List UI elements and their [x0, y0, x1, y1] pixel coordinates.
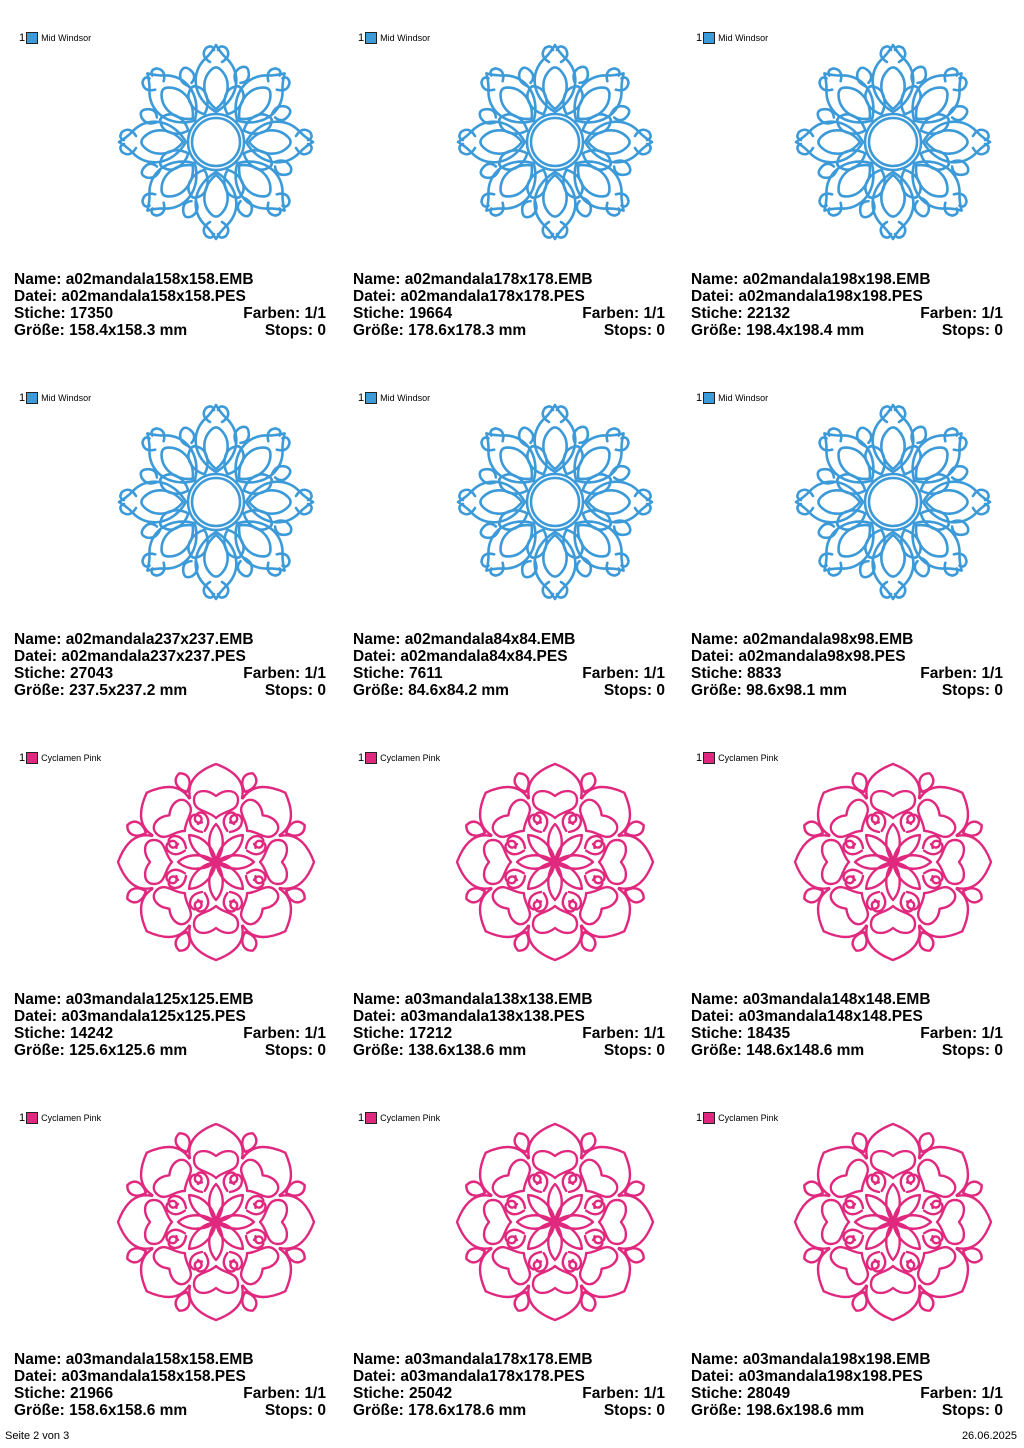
design-name: a02mandala158x158.EMB [65, 271, 254, 288]
thread-legend [19, 390, 91, 406]
thread-swatch [365, 1112, 377, 1124]
design-info: Name: a02mandala84x84.EMB Datei: a02mandala84x84.PES Stiche: 7611 Farben: 1/1 Größe: 84.6x84.2 mm Stops: 0 [353, 631, 665, 699]
design-size: 84.6x84.2 mm [408, 682, 509, 699]
design-file: a02mandala178x178.PES [400, 288, 585, 305]
design-file: a02mandala158x158.PES [61, 288, 246, 305]
thread-name: Cyclamen Pink [718, 753, 779, 763]
design-file: a02mandala84x84.PES [400, 648, 568, 665]
design-file: a03mandala158x158.PES [61, 1368, 246, 1385]
thread-swatch [365, 392, 377, 404]
design-info: Name: a03mandala125x125.EMB Datei: a03mandala125x125.PES Stiche: 14242 Farben: 1/1 Größe: 125.6x125.6 mm Stops: 0 [14, 991, 326, 1059]
design-file: a03mandala148x148.PES [738, 1008, 923, 1025]
mandala-icon [455, 1122, 655, 1322]
color-count: 1/1 [981, 1025, 1003, 1042]
design-size: 198.4x198.4 mm [746, 322, 865, 339]
design-info: Name: a02mandala158x158.EMB Datei: a02mandala158x158.PES Stiche: 17350 Farben: 1/1 Größe: 158.4x158.3 mm Stops: 0 [14, 271, 326, 339]
thread-name: Cyclamen Pink [41, 1113, 102, 1123]
mandala-icon [793, 1122, 993, 1322]
mandala-design-preview [455, 402, 655, 602]
stop-count: 0 [994, 1042, 1003, 1059]
thread-index: 1 [358, 752, 365, 764]
design-info: Name: a03mandala178x178.EMB Datei: a03mandala178x178.PES Stiche: 25042 Farben: 1/1 Größe: 178.6x178.6 mm Stops: 0 [353, 1351, 665, 1419]
design-size: 148.6x148.6 mm [746, 1042, 865, 1059]
thread-index: 1 [358, 392, 365, 404]
design-info: Name: a02mandala178x178.EMB Datei: a02mandala178x178.PES Stiche: 19664 Farben: 1/1 Größe: 178.6x178.3 mm Stops: 0 [353, 271, 665, 339]
thread-legend [358, 1110, 440, 1126]
design-size: 237.5x237.2 mm [69, 682, 188, 699]
color-count: 1/1 [981, 305, 1003, 322]
stop-count: 0 [656, 682, 665, 699]
design-name: a03mandala198x198.EMB [742, 1351, 931, 1368]
stitch-count: 21966 [70, 1385, 114, 1402]
stitch-count: 22132 [747, 305, 791, 322]
stop-count: 0 [317, 1402, 326, 1419]
thread-index: 1 [19, 32, 26, 44]
color-count: 1/1 [643, 665, 665, 682]
color-count: 1/1 [304, 665, 326, 682]
mandala-icon [116, 1122, 316, 1322]
stop-count: 0 [994, 682, 1003, 699]
stop-count: 0 [656, 322, 665, 339]
design-card [14, 30, 326, 360]
design-size: 158.4x158.3 mm [69, 322, 188, 339]
thread-index: 1 [19, 1112, 26, 1124]
mandala-icon [116, 402, 316, 602]
thread-legend [358, 750, 440, 766]
thread-name: Cyclamen Pink [41, 753, 102, 763]
design-card [353, 30, 665, 360]
color-count: 1/1 [643, 1025, 665, 1042]
design-card [14, 750, 326, 1080]
thread-name: Cyclamen Pink [380, 753, 441, 763]
color-count: 1/1 [304, 305, 326, 322]
stop-count: 0 [317, 322, 326, 339]
design-size: 138.6x138.6 mm [408, 1042, 527, 1059]
design-size: 98.6x98.1 mm [746, 682, 847, 699]
design-info: Name: a03mandala198x198.EMB Datei: a03mandala198x198.PES Stiche: 28049 Farben: 1/1 Größe: 198.6x198.6 mm Stops: 0 [691, 1351, 1003, 1419]
design-info: Name: a03mandala148x148.EMB Datei: a03mandala148x148.PES Stiche: 18435 Farben: 1/1 Größe: 148.6x148.6 mm Stops: 0 [691, 991, 1003, 1059]
stop-count: 0 [994, 1402, 1003, 1419]
stitch-count: 19664 [409, 305, 453, 322]
design-card [353, 1110, 665, 1440]
design-file: a03mandala178x178.PES [400, 1368, 585, 1385]
stitch-count: 25042 [409, 1385, 453, 1402]
design-card [691, 390, 1003, 720]
thread-name: Cyclamen Pink [380, 1113, 441, 1123]
stitch-count: 17350 [70, 305, 114, 322]
design-file: a02mandala98x98.PES [738, 648, 906, 665]
mandala-icon [116, 42, 316, 242]
design-info: Name: a02mandala98x98.EMB Datei: a02mandala98x98.PES Stiche: 8833 Farben: 1/1 Größe: 98.6x98.1 mm Stops: 0 [691, 631, 1003, 699]
thread-legend [19, 1110, 101, 1126]
thread-swatch [26, 752, 38, 764]
design-file: a03mandala198x198.PES [738, 1368, 923, 1385]
design-card [691, 750, 1003, 1080]
design-name: a03mandala125x125.EMB [65, 991, 254, 1008]
stitch-count: 18435 [747, 1025, 791, 1042]
stitch-count: 28049 [747, 1385, 791, 1402]
thread-name: Cyclamen Pink [718, 1113, 779, 1123]
design-name: a02mandala98x98.EMB [742, 631, 914, 648]
design-size: 178.6x178.6 mm [408, 1402, 527, 1419]
mandala-design-preview [116, 1122, 316, 1322]
design-name: a03mandala148x148.EMB [742, 991, 931, 1008]
mandala-design-preview [793, 762, 993, 962]
mandala-icon [116, 762, 316, 962]
stop-count: 0 [656, 1402, 665, 1419]
thread-swatch [26, 1112, 38, 1124]
design-card [14, 390, 326, 720]
thread-swatch [26, 32, 38, 44]
thread-legend [358, 390, 430, 406]
design-info: Name: a02mandala198x198.EMB Datei: a02mandala198x198.PES Stiche: 22132 Farben: 1/1 Größe: 198.4x198.4 mm Stops: 0 [691, 271, 1003, 339]
design-file: a03mandala125x125.PES [61, 1008, 246, 1025]
design-name: a02mandala237x237.EMB [65, 631, 254, 648]
design-name: a03mandala178x178.EMB [404, 1351, 593, 1368]
thread-swatch [703, 1112, 715, 1124]
design-file: a03mandala138x138.PES [400, 1008, 585, 1025]
mandala-design-preview [793, 42, 993, 242]
mandala-icon [455, 762, 655, 962]
thread-legend [19, 750, 101, 766]
design-info: Name: a03mandala158x158.EMB Datei: a03mandala158x158.PES Stiche: 21966 Farben: 1/1 Größe: 158.6x158.6 mm Stops: 0 [14, 1351, 326, 1419]
design-size: 158.6x158.6 mm [69, 1402, 188, 1419]
stitch-count: 27043 [70, 665, 114, 682]
design-file: a02mandala198x198.PES [738, 288, 923, 305]
design-file: a02mandala237x237.PES [61, 648, 246, 665]
mandala-icon [455, 42, 655, 242]
stitch-count: 7611 [409, 665, 443, 682]
thread-name: Mid Windsor [41, 33, 92, 43]
design-name: a02mandala84x84.EMB [404, 631, 576, 648]
design-size: 125.6x125.6 mm [69, 1042, 188, 1059]
thread-name: Mid Windsor [718, 33, 769, 43]
thread-legend [696, 750, 778, 766]
thread-index: 1 [696, 1112, 703, 1124]
stop-count: 0 [317, 1042, 326, 1059]
mandala-design-preview [116, 42, 316, 242]
thread-legend [19, 30, 91, 46]
design-name: a02mandala178x178.EMB [404, 271, 593, 288]
design-card [353, 750, 665, 1080]
mandala-icon [793, 402, 993, 602]
thread-swatch [703, 752, 715, 764]
design-name: a02mandala198x198.EMB [742, 271, 931, 288]
stop-count: 0 [317, 682, 326, 699]
design-name: a03mandala138x138.EMB [404, 991, 593, 1008]
design-card [14, 1110, 326, 1440]
thread-index: 1 [19, 392, 26, 404]
thread-swatch [703, 32, 715, 44]
thread-index: 1 [696, 392, 703, 404]
mandala-icon [793, 762, 993, 962]
thread-index: 1 [696, 752, 703, 764]
thread-name: Mid Windsor [380, 393, 431, 403]
color-count: 1/1 [643, 305, 665, 322]
mandala-design-preview [455, 762, 655, 962]
mandala-design-preview [116, 762, 316, 962]
mandala-icon [455, 402, 655, 602]
design-card [353, 390, 665, 720]
color-count: 1/1 [304, 1025, 326, 1042]
thread-index: 1 [696, 32, 703, 44]
thread-legend [696, 1110, 778, 1126]
mandala-icon [793, 42, 993, 242]
stop-count: 0 [994, 322, 1003, 339]
mandala-design-preview [793, 1122, 993, 1322]
mandala-design-preview [455, 42, 655, 242]
design-info: Name: a03mandala138x138.EMB Datei: a03mandala138x138.PES Stiche: 17212 Farben: 1/1 Größe: 138.6x138.6 mm Stops: 0 [353, 991, 665, 1059]
thread-name: Mid Windsor [718, 393, 769, 403]
print-date: 26.06.2025 [961, 1430, 1017, 1442]
page-number: Seite 2 von 3 [5, 1430, 70, 1442]
thread-name: Mid Windsor [380, 33, 431, 43]
mandala-design-preview [116, 402, 316, 602]
thread-legend [358, 30, 430, 46]
stitch-count: 8833 [747, 665, 782, 682]
design-size: 198.6x198.6 mm [746, 1402, 865, 1419]
design-size: 178.6x178.3 mm [408, 322, 527, 339]
mandala-design-preview [455, 1122, 655, 1322]
thread-swatch [365, 752, 377, 764]
color-count: 1/1 [304, 1385, 326, 1402]
stop-count: 0 [656, 1042, 665, 1059]
thread-index: 1 [19, 752, 26, 764]
stitch-count: 14242 [70, 1025, 114, 1042]
thread-index: 1 [358, 32, 365, 44]
thread-legend [696, 390, 768, 406]
stitch-count: 17212 [409, 1025, 453, 1042]
thread-swatch [26, 392, 38, 404]
thread-swatch [365, 32, 377, 44]
thread-name: Mid Windsor [41, 393, 92, 403]
design-name: a03mandala158x158.EMB [65, 1351, 254, 1368]
design-info: Name: a02mandala237x237.EMB Datei: a02mandala237x237.PES Stiche: 27043 Farben: 1/1 Größe: 237.5x237.2 mm Stops: 0 [14, 631, 326, 699]
mandala-design-preview [793, 402, 993, 602]
thread-index: 1 [358, 1112, 365, 1124]
color-count: 1/1 [981, 665, 1003, 682]
thread-swatch [703, 392, 715, 404]
design-card [691, 1110, 1003, 1440]
color-count: 1/1 [643, 1385, 665, 1402]
thread-legend [696, 30, 768, 46]
color-count: 1/1 [981, 1385, 1003, 1402]
design-card [691, 30, 1003, 360]
